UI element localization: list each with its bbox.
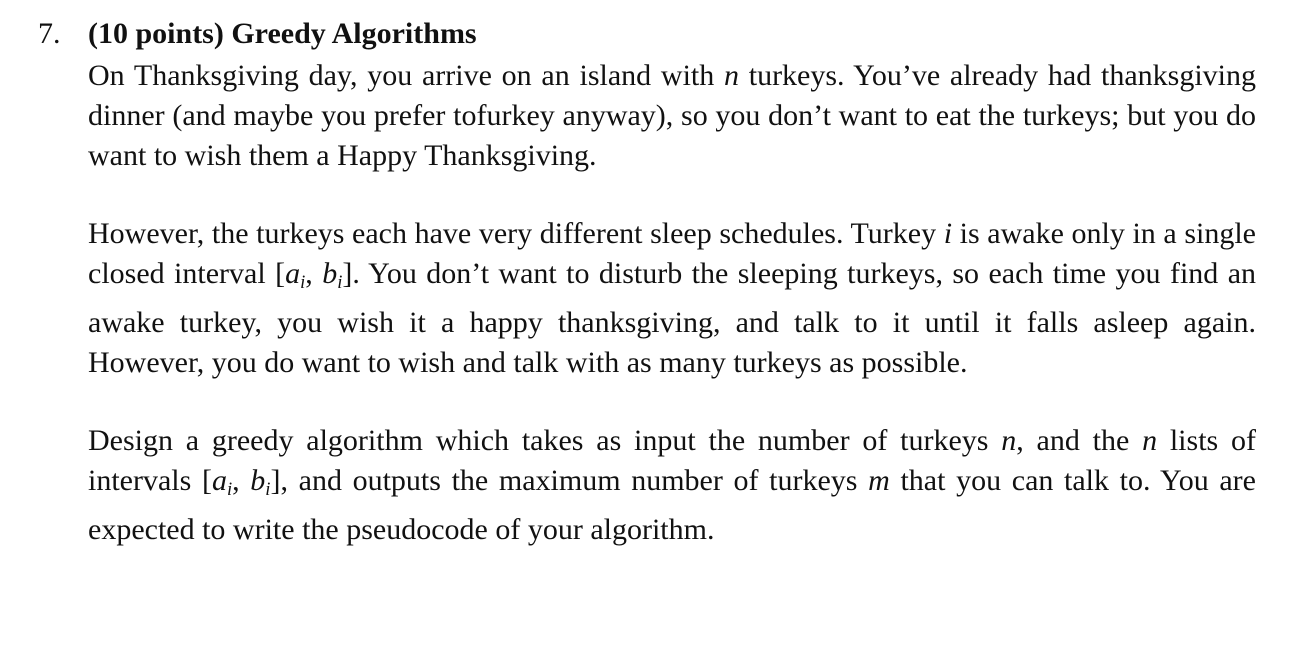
subscript-i: i — [300, 272, 306, 294]
math-var-n: n — [1001, 424, 1017, 458]
problem-body — [88, 56, 1256, 550]
math-var-i: i — [943, 217, 953, 250]
paragraph-schedule — [88, 214, 1256, 383]
text-run: . You don’t want to disturb the sleeping turkeys, so each time you find an awake turkey, you wish it a happy thanksgiving, and talk to it until it falls asleep again. However, you do want to wish and talk with as many turkeys as possible. — [88, 257, 1257, 380]
math-var-b: b — [250, 464, 266, 498]
math-interval — [275, 257, 353, 294]
problem-number: 7. — [38, 17, 61, 50]
interval-open-bracket: [ — [275, 257, 286, 290]
math-var-b: b — [322, 257, 338, 290]
text-run: , and outputs the maximum number of turkeys — [280, 464, 869, 498]
problem-heading — [38, 14, 1258, 56]
problem-7 — [38, 14, 1258, 550]
text-run: On Thanksgiving day, you arrive on an island with — [88, 59, 724, 92]
interval-comma: , — [232, 464, 251, 498]
math-var-m: m — [868, 464, 890, 498]
interval-close-bracket: ] — [270, 464, 281, 498]
interval-comma: , — [305, 257, 323, 290]
paragraph-intro — [88, 56, 1256, 176]
math-var-n: n — [1142, 424, 1158, 458]
text-run: However, the turkeys each have very different sleep schedules. Turkey — [88, 217, 944, 250]
subscript-i: i — [265, 479, 271, 501]
paragraph-task — [88, 421, 1256, 550]
text-run: turkeys. You’ve already had thanksgiving dinner (and maybe you prefer tofurkey anyway), so you don’t want to eat the turkeys; but you do want to wish them a Happy Thanksgiving. — [88, 59, 1256, 172]
text-run: that you can talk to. You are expected to write the pseudocode of your algorithm. — [88, 464, 1256, 547]
math-interval — [201, 464, 281, 501]
math-var-a: a — [285, 257, 301, 290]
subscript-i: i — [337, 272, 343, 294]
math-var-a: a — [211, 464, 227, 498]
interval-open-bracket: [ — [201, 464, 212, 498]
subscript-i: i — [226, 479, 233, 501]
math-var-n: n — [723, 59, 739, 92]
problem-title: (10 points) Greedy Algorithms — [88, 17, 477, 50]
text-run: Design a greedy algorithm which takes as input the number of turkeys — [88, 424, 1002, 458]
interval-close-bracket: ] — [342, 257, 353, 290]
text-run: is awake only in a single closed interval — [88, 217, 1256, 290]
text-run: lists of intervals — [88, 424, 1256, 498]
text-run: , and the — [1016, 424, 1143, 458]
